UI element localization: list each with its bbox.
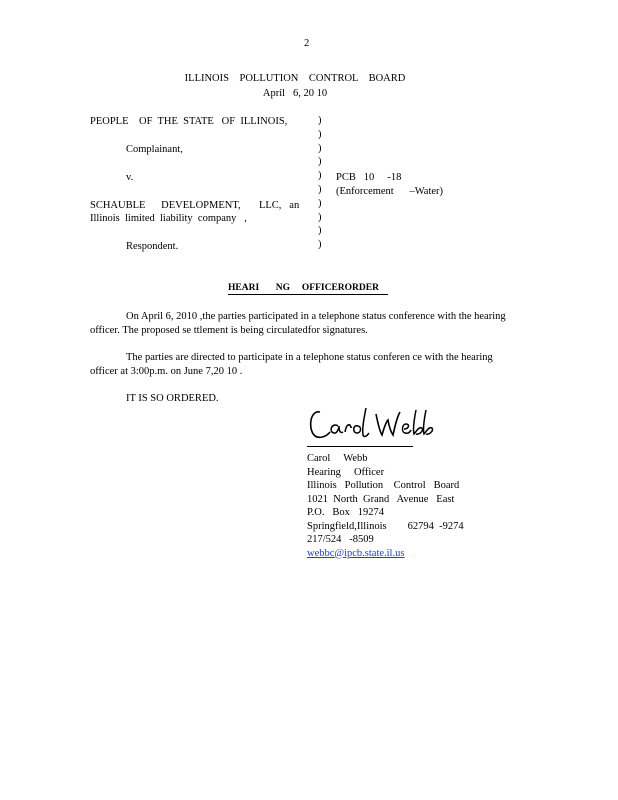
order-title: HEARI NG OFFICERORDER — [228, 283, 388, 295]
case-type: (Enforcement –Water) — [336, 186, 444, 197]
complainant-name: PEOPLE OF THE STATE OF ILLINOIS, — [90, 116, 288, 127]
caption-parentheses: ) ) ) ) ) ) ) ) ) ) — [318, 115, 322, 251]
respondent-role: Respondent. — [126, 241, 179, 252]
signer-name: Carol Webb — [307, 453, 368, 464]
versus: v. — [126, 172, 134, 183]
signer-phone: 217/524 -8509 — [307, 534, 374, 545]
paragraph-1: On April 6, 2010 ,the parties participated in a telephone status conference with the hearing officer. The proposed se ttlement is being circulatedfor signatures. — [90, 311, 506, 336]
respondent-description: Illinois limited liability company , — [90, 213, 247, 224]
handwritten-signature — [306, 402, 436, 444]
signature-line — [307, 446, 413, 447]
signer-city: Springfield,Illinois 62794 -9274 — [307, 520, 464, 532]
signer-agency: Illinois Pollution Control Board — [307, 480, 460, 491]
paragraph-2: The parties are directed to participate in a telephone status conferen ce with the hearing officer at 3:00p.m. on June 7,20 10 . — [90, 352, 493, 377]
case-number: PCB 10 -18 — [336, 172, 402, 183]
signer-address: 1021 North Grand Avenue East — [307, 493, 455, 505]
agency-header: ILLINOIS POLLUTION CONTROL BOARD — [184, 73, 406, 84]
header-date: April 6, 20 10 — [262, 88, 328, 99]
signer-email-link[interactable]: webbc@ipcb.state.il.us — [307, 547, 405, 559]
respondent-name: SCHAUBLE DEVELOPMENT, LLC, an — [90, 200, 300, 211]
page-number: 2 — [304, 38, 310, 49]
signer-po-box: P.O. Box 19274 — [307, 507, 385, 518]
complainant-role: Complainant, — [126, 144, 183, 155]
signature-block — [307, 452, 464, 560]
paragraph-3: IT IS SO ORDERED. — [126, 393, 219, 404]
signer-title: Hearing Officer — [307, 466, 385, 478]
